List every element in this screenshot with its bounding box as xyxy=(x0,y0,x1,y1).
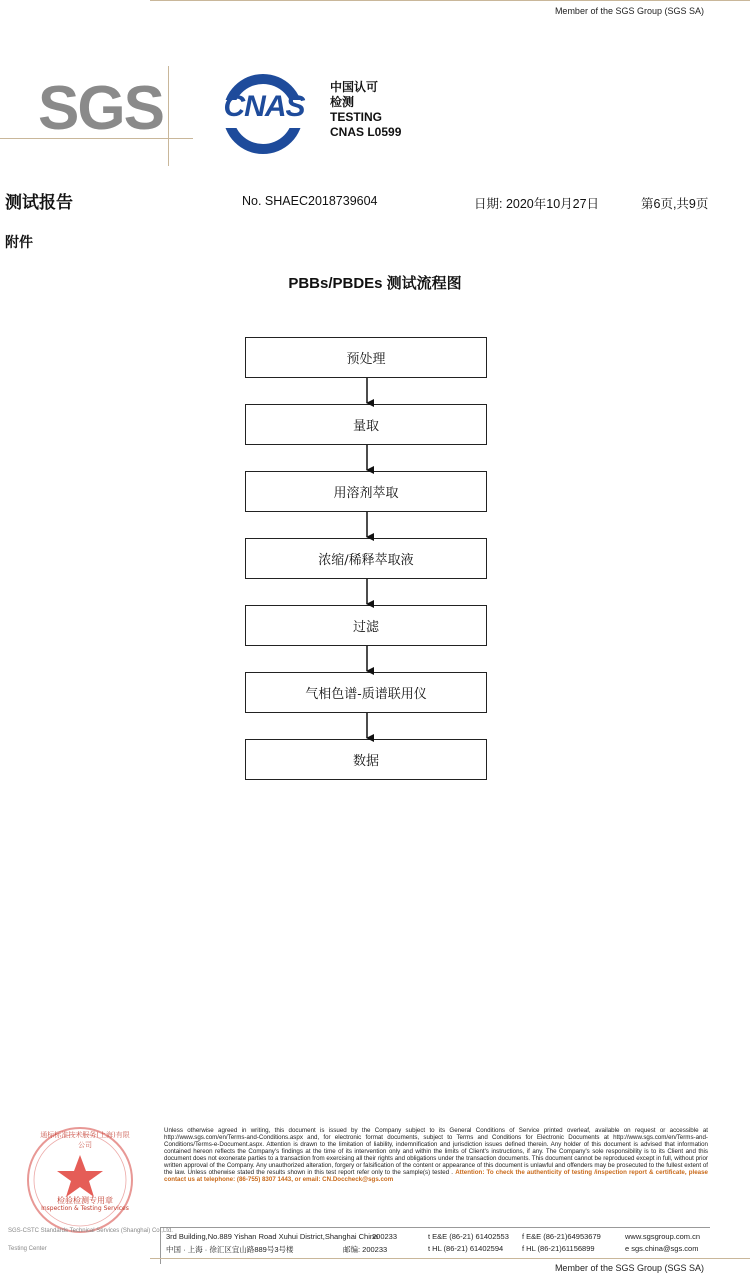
report-number: No. SHAEC2018739604 xyxy=(242,194,378,208)
seal-en-text: Inspection & Testing Services xyxy=(41,1205,129,1212)
report-title: 测试报告 xyxy=(5,193,73,213)
member-note-top: Member of the SGS Group (SGS SA) xyxy=(554,6,704,16)
phone-hl: t HL (86-21) 61402594 xyxy=(428,1244,504,1253)
report-date: 日期: 2020年10月27日 xyxy=(474,197,600,211)
cnas-line1: 中国认可 xyxy=(330,80,379,94)
sgs-logo: SGS xyxy=(38,74,163,143)
flow-step-gcms: 气相色谱-质谱联用仪 xyxy=(245,672,487,713)
report-page: 第6页,共9页 xyxy=(641,197,709,211)
fax-ee: f E&E (86-21)64953679 xyxy=(522,1232,601,1241)
flow-step-solvent-extraction: 用溶剂萃取 xyxy=(245,471,487,512)
member-note-bottom: Member of the SGS Group (SGS SA) xyxy=(554,1263,704,1273)
seal-top-text: 通标标准技术服务(上海)有限公司 xyxy=(40,1131,130,1149)
website: www.sgsgroup.com.cn xyxy=(625,1232,701,1241)
zip-en: 200233 xyxy=(372,1232,398,1241)
bottom-rule xyxy=(150,1258,750,1259)
zip-cn: 邮编: 200233 xyxy=(343,1245,388,1254)
footer-rule xyxy=(160,1227,710,1228)
address-cn: 中国 · 上海 · 徐汇区宜山路889号3号楼 xyxy=(166,1245,294,1254)
seal-mid-text: 检验检测专用章 xyxy=(57,1196,113,1205)
stamp-company-en: SGS-CSTC Standards Technical Services (Shanghai) Co.,Ltd. xyxy=(8,1228,173,1234)
fax-hl: f HL (86-21)61156899 xyxy=(522,1244,595,1253)
email: e sgs.china@sgs.com xyxy=(625,1244,699,1253)
attachment-label: 附件 xyxy=(5,235,33,251)
phone-ee: t E&E (86-21) 61402553 xyxy=(428,1232,509,1241)
flowchart-title: PBBs/PBDEs 测试流程图 xyxy=(288,275,462,292)
cnas-line4: CNAS L0599 xyxy=(330,125,402,139)
flow-step-pretreatment: 预处理 xyxy=(245,337,487,378)
flow-step-filter: 过滤 xyxy=(245,605,487,646)
disclaimer-text xyxy=(164,1127,708,1183)
flow-step-data: 数据 xyxy=(245,739,487,780)
stamp-company-en2: Testing Center xyxy=(8,1246,47,1252)
cnas-mark: CNAS xyxy=(223,90,305,123)
cnas-line2: 检测 xyxy=(330,95,355,109)
flow-step-concentrate-dilute: 浓缩/稀释萃取液 xyxy=(245,538,487,579)
address-en: 3rd Building,No.889 Yishan Road Xuhui District,Shanghai China xyxy=(166,1232,379,1241)
flow-step-measure: 量取 xyxy=(245,404,487,445)
disclaimer-body: Unless otherwise agreed in writing, this document is issued by the Company subject to its General Conditions of Service printed overleaf, available on request or accessible at http://www.sgs.com/en/Terms-and-Conditions.aspx and, for electronic format documents, subject to Terms and Conditions for Electronic Documents at http://www.sgs.com/en/Terms-and-Conditions/Terms-e-Document.aspx. Attention is drawn to the limitation of liability, indemnification and jurisdiction issues defined therein. Any holder of this document is advised that information contained hereon reflects the Company's findings at the time of its intervention only and within the limits of Client's instructions, if any. The Company's sole responsibility is to its Client and this document does not exonerate parties to a transaction from exercising all their rights and obligations under the transaction documents. This document cannot be reproduced except in full, without prior written approval of the Company. Any unauthorized alteration, forgery or falsification of the content or appearance of this document is unlawful and offenders may be prosecuted to the fullest extent of the law. Unless otherwise stated the results shown in this test report refer only to the sample(s) tested . xyxy=(164,1127,708,1176)
cnas-line3: TESTING xyxy=(330,110,383,124)
authenticity-attention: Attention: To check the authenticity of testing /inspection report & certificate, please contact us at telephone: (86-755) 8307 1443, or email: CN.Doccheck@sgs.com xyxy=(164,1169,709,1183)
